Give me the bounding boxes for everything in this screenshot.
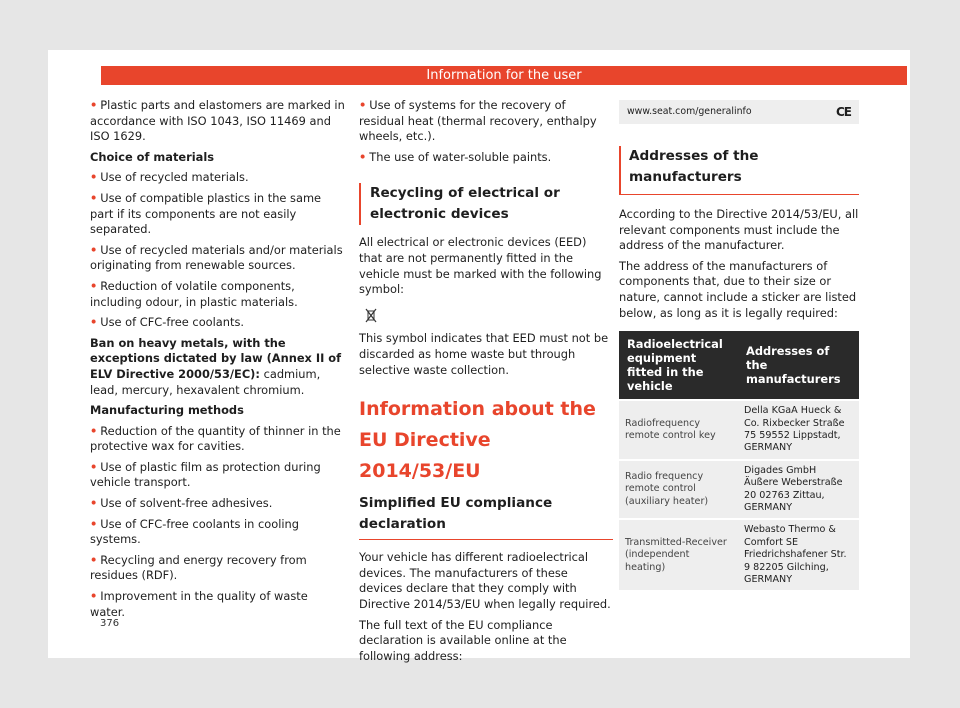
table-header: Radioelectrical equipment fitted in the vehicle — [619, 331, 738, 399]
heading-simplified-declaration: Simplified EU compliance declaration — [359, 493, 613, 540]
ban-paragraph: Ban on heavy metals, with the exceptions dictated by law (Annex II of ELV Directive 2000/53/EC): cadmium, lead, mercury, hexavalent chromium. — [90, 335, 342, 397]
list-item: • Plastic parts and elastomers are marked in accordance with ISO 1043, ISO 11469 and ISO 1629. — [90, 98, 345, 144]
list-item: • Use of recycled materials and/or materials originating from renewable sources. — [90, 242, 343, 273]
list-item: • Use of CFC-free coolants. — [90, 315, 245, 330]
column-middle — [359, 98, 613, 669]
paragraph: The address of the manufacturers of components that, due to their size or nature, cannot include a sticker are listed below, as long as it is legally required: — [619, 258, 857, 320]
weee-bin-icon — [365, 307, 377, 328]
ce-mark-icon: CE — [835, 105, 851, 119]
compliance-url[interactable]: www.seat.com/generalinfo — [627, 106, 752, 117]
section-heading-manufacturing: Manufacturing methods — [90, 403, 244, 418]
list-item: • Use of solvent-free adhesives. — [90, 496, 273, 511]
manual-page — [48, 50, 910, 663]
page-number: 376 — [100, 618, 120, 629]
table-cell: Digades GmbH Äußere Weberstraße 20 02763 Zittau, GERMANY — [738, 461, 859, 519]
table-cell: Webasto Thermo & Comfort SE Friedrichshafener Str. 9 82205 Gilching, GERMANY — [738, 520, 859, 590]
table-cell: Transmitted-Receiver (independent heating) — [619, 520, 738, 590]
table-row — [619, 401, 859, 459]
heading-addresses: Addresses of the manufacturers — [619, 146, 859, 195]
paragraph: All electrical or electronic devices (EED) that are not permanently fitted in the vehicle must be marked with the following symbol: — [359, 235, 602, 297]
list-item: • Reduction of volatile components, including odour, in plastic materials. — [90, 278, 298, 309]
table-row — [619, 461, 859, 519]
paragraph: Your vehicle has different radioelectrical devices. The manufacturers of these devices declare that they comply with Directive 2014/53/EU when legally required. — [359, 550, 611, 611]
paragraph: This symbol indicates that EED must not be discarded as home waste but through selective waste collection. — [359, 331, 609, 377]
column-left — [90, 98, 346, 625]
table-cell: Radiofrequency remote control key — [619, 401, 738, 459]
column-right — [619, 98, 859, 592]
table-cell: Della KGaA Hueck & Co. Rixbecker Straße 75 59552 Lippstadt, GERMANY — [738, 401, 859, 459]
section-heading-choice: Choice of materials — [90, 149, 215, 164]
table-row — [619, 520, 859, 590]
list-item: • Reduction of the quantity of thinner in the protective wax for cavities. — [90, 423, 341, 454]
page-header: Information for the user — [101, 66, 907, 85]
heading-eu-directive: Information about the EU Directive 2014/53/EU — [359, 398, 596, 483]
paragraph: According to the Directive 2014/53/EU, all relevant components must include the address of the manufacturer. — [619, 207, 859, 253]
list-item: • The use of water-soluble paints. — [359, 149, 552, 164]
heading-recycling-electronic: Recycling of electrical or electronic devices — [359, 183, 613, 225]
list-item: • Use of recycled materials. — [90, 170, 249, 185]
table-header: Addresses of the manufacturers — [738, 331, 859, 399]
list-item: • Use of plastic film as protection during vehicle transport. — [90, 459, 321, 490]
list-item: • Use of compatible plastics in the same part if its components are not easily separated. — [90, 190, 322, 237]
list-item: • Improvement in the quality of waste water. — [90, 589, 308, 619]
list-item: • Use of CFC-free coolants in cooling systems. — [90, 516, 299, 547]
list-item: • Recycling and energy recovery from residues (RDF). — [90, 552, 307, 583]
paragraph: The full text of the EU compliance declaration is available online at the following address: — [359, 617, 567, 663]
table-cell: Radio frequency remote control (auxiliary heater) — [619, 461, 738, 519]
url-box — [619, 100, 859, 124]
list-item: • Use of systems for the recovery of residual heat (thermal recovery, enthalpy wheels, etc.). — [359, 98, 597, 144]
manufacturers-table — [619, 329, 859, 592]
